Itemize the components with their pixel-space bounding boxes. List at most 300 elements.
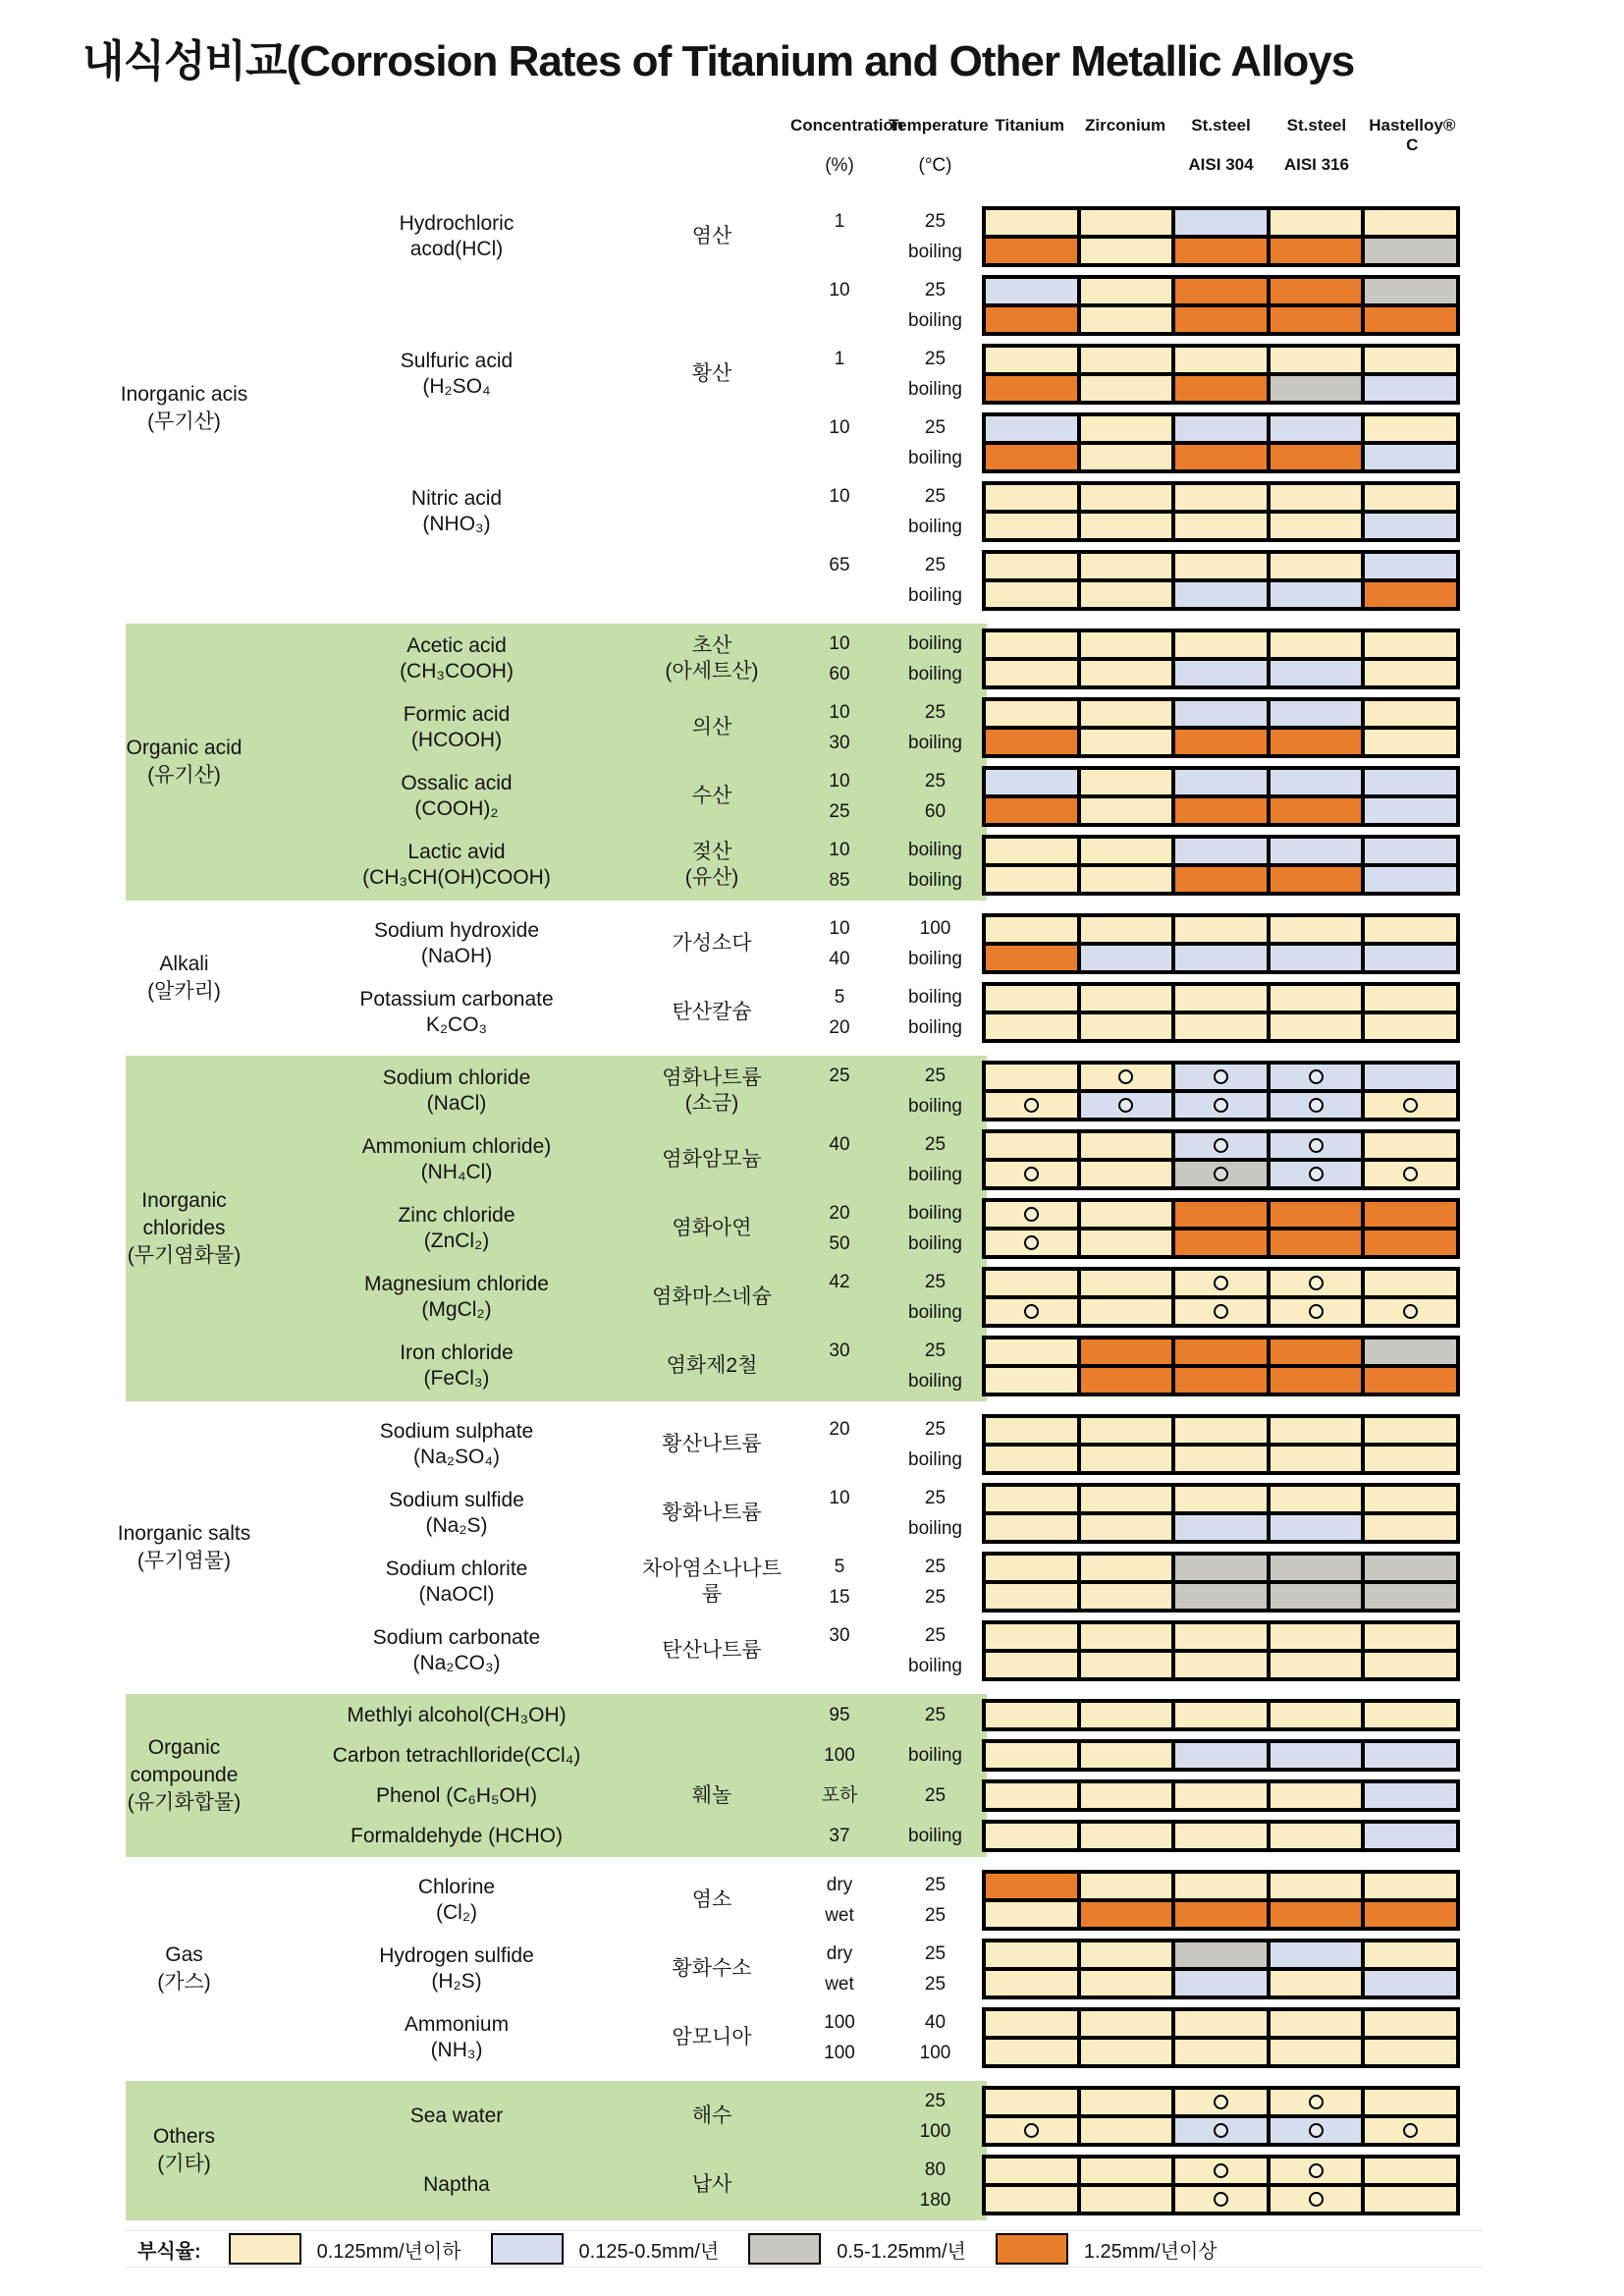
chemical-name-line: (FeCl₃) (423, 1367, 490, 1390)
corrosion-rate-cell (986, 1874, 1077, 1898)
chemical-3-1 (88, 1129, 1483, 1190)
chemical-name-line: (NaOCl) (418, 1583, 495, 1606)
corrosion-rate-cell (1365, 1368, 1456, 1393)
corrosion-rate-cell (1271, 839, 1362, 863)
chemical-name (280, 550, 633, 611)
corrosion-rate-cell (986, 701, 1077, 726)
concentration-value (790, 580, 889, 611)
corrosion-rate-cell (1365, 1743, 1456, 1768)
corrosion-rate-cell (1271, 1942, 1362, 1967)
corrosion-rate-cell (1175, 1299, 1267, 1324)
corrosion-rate-cell (1365, 1584, 1456, 1609)
concentration-values (790, 835, 889, 896)
chemical-4-3 (88, 1620, 1483, 1681)
temperature-values (889, 1779, 982, 1812)
corrosion-rate-cell (1365, 239, 1456, 263)
corrosion-rate-cell (1365, 1624, 1456, 1649)
corrosion-rate-cell (1271, 2040, 1362, 2064)
corrosion-rate-cell (1271, 1971, 1362, 1995)
concentration-value: 10 (829, 633, 850, 654)
temperature-value: 80 (924, 2159, 947, 2180)
chemical-name-line: (NH₄Cl) (420, 1161, 493, 1183)
chemical-3-0 (88, 1061, 1483, 1121)
corrosion-rate-cell (1081, 798, 1172, 823)
chemical-korean-name (633, 1552, 790, 1613)
category-label-line: (무기염화물) (127, 1244, 242, 1267)
concentration-value: 65 (829, 555, 850, 575)
temperature-value: boiling (908, 585, 962, 606)
header-aisi-row (982, 155, 1460, 175)
temperature-values (889, 275, 982, 336)
corrosion-rate-cell (1081, 2040, 1172, 2064)
temperature-value: 25 (924, 1625, 947, 1646)
corrosion-rate-cell (1271, 917, 1362, 942)
section-6 (88, 1865, 1483, 2073)
corrosion-rate-cell (1081, 632, 1172, 657)
corrosion-rate-cell (1365, 1653, 1456, 1677)
corrosion-rate-cell (1175, 1824, 1267, 1848)
temperature-values (889, 2007, 982, 2068)
corrosion-rate-grid (982, 550, 1460, 611)
corrosion-rate-cell (1175, 1065, 1267, 1089)
chemical-name-line: Sodium sulfide (389, 1489, 524, 1511)
table-row (88, 2086, 1483, 2147)
chemical-korean-line: 염화나트륨 (662, 1066, 762, 1089)
pitting-marker (1024, 1207, 1039, 1222)
temperature-value: 60 (924, 801, 947, 822)
corrosion-rate-cell (1081, 1743, 1172, 1768)
temperature-values (889, 344, 982, 405)
corrosion-rate-cell (1271, 1339, 1362, 1364)
chemical-korean-name (633, 1129, 790, 1190)
corrosion-rate-cell (986, 2118, 1077, 2143)
temperature-value: boiling (908, 840, 962, 860)
temperature-value: boiling (908, 633, 962, 654)
concentration-value: 95 (829, 1705, 850, 1725)
chemical-korean-line: 훼놀 (691, 1783, 732, 1807)
corrosion-rate-cell (1175, 1202, 1267, 1227)
chemical-name-line: (CH₃COOH) (400, 660, 514, 683)
chemical-5-0 (88, 1699, 1483, 1731)
category-column-spacer (88, 2007, 280, 2068)
pitting-marker (1309, 1304, 1324, 1319)
corrosion-rate-cell (986, 1093, 1077, 1118)
temperature-values (889, 1939, 982, 1999)
chemical-name-line: acod(HCl) (409, 238, 504, 260)
chemical-korean-line: 초산 (691, 634, 732, 657)
corrosion-rate-cell (1175, 2187, 1267, 2212)
corrosion-rate-cell (1175, 1515, 1267, 1540)
corrosion-rate-cell (1081, 582, 1172, 607)
concentration-value (790, 1091, 889, 1121)
corrosion-rate-cell (1175, 2118, 1267, 2143)
header-metal-zirconium: Zirconium (1085, 116, 1166, 135)
temperature-values (889, 1820, 982, 1852)
pitting-marker (1214, 1098, 1228, 1113)
corrosion-rate-cell (986, 485, 1077, 510)
temperature-values (889, 1870, 982, 1931)
corrosion-rate-cell (1365, 445, 1456, 469)
concentration-value: 100 (824, 2012, 855, 2033)
chemical-name (280, 1414, 633, 1475)
chemical-korean-name (633, 1198, 790, 1259)
corrosion-rate-cell (1081, 1014, 1172, 1039)
corrosion-rate-cell (1081, 661, 1172, 685)
chemical-korean-line: 의산 (691, 716, 732, 738)
temperature-value: boiling (908, 379, 962, 400)
chemical-name (280, 1483, 633, 1544)
chemical-name-line: (NHO₃) (422, 513, 491, 535)
temperature-value: boiling (908, 664, 962, 684)
temperature-value: 25 (924, 417, 947, 438)
concentration-value: 85 (829, 870, 850, 891)
chemical-name (280, 412, 633, 473)
table-row (88, 1820, 1483, 1852)
corrosion-rate-cell (986, 1271, 1077, 1295)
legend-item (229, 2233, 461, 2265)
concentration-values (790, 275, 889, 336)
chemical-5-2 (88, 1779, 1483, 1812)
corrosion-rate-cell (1365, 1271, 1456, 1295)
header-concentration-unit: (%) (825, 155, 854, 176)
corrosion-rate-cell (1081, 770, 1172, 794)
corrosion-rate-cell (1081, 445, 1172, 469)
corrosion-rate-grid (982, 275, 1460, 336)
corrosion-rate-cell (1271, 1874, 1362, 1898)
chemical-name-line: (HCOOH) (410, 729, 503, 751)
corrosion-rate-cell (1365, 770, 1456, 794)
chemical-korean-name (633, 697, 790, 758)
corrosion-rate-cell (1271, 1743, 1362, 1768)
pitting-marker (1214, 2123, 1228, 2138)
corrosion-rate-cell (986, 416, 1077, 441)
corrosion-rate-cell (1271, 1902, 1362, 1927)
pitting-marker (1403, 2123, 1418, 2138)
corrosion-rate-cell (1271, 632, 1362, 657)
chemical-name-line: Iron chloride (400, 1341, 514, 1364)
temperature-value: boiling (908, 1203, 962, 1224)
corrosion-rate-cell (1271, 1093, 1362, 1118)
corrosion-rate-cell (1175, 348, 1267, 372)
corrosion-rate-cell (1175, 210, 1267, 235)
corrosion-rate-cell (986, 307, 1077, 332)
corrosion-rate-cell (1365, 1556, 1456, 1580)
header-metal-columns (982, 116, 1460, 155)
table-row (88, 982, 1483, 1043)
chemical-0-1 (88, 344, 1483, 473)
chemical-0-2 (88, 481, 1483, 611)
pitting-marker (1214, 1167, 1228, 1181)
corrosion-rate-cell (986, 445, 1077, 469)
category-column-spacer (88, 1820, 280, 1852)
concentration-values (790, 206, 889, 267)
chemical-0-0 (88, 206, 1483, 336)
chemical-korean-name (633, 1267, 790, 1328)
concentration-values (790, 766, 889, 827)
corrosion-rate-cell (1271, 1584, 1362, 1609)
table-row (88, 206, 1483, 267)
category-column-spacer (88, 1414, 280, 1475)
temperature-value: 25 (924, 1974, 947, 1995)
corrosion-rate-grid (982, 344, 1460, 405)
corrosion-rate-cell (1365, 307, 1456, 332)
corrosion-rate-grid (982, 1198, 1460, 1259)
pitting-marker (1403, 1098, 1418, 1113)
chemical-korean-line: 염화암모늄 (662, 1148, 762, 1171)
chemical-korean-line: 염산 (691, 225, 732, 247)
corrosion-rate-cell (986, 376, 1077, 401)
temperature-value: 25 (924, 2091, 947, 2111)
legend-swatch-05-125 (748, 2233, 821, 2265)
table-row (88, 1552, 1483, 1613)
concentration-value (790, 1297, 889, 1328)
corrosion-rate-cell (1175, 2159, 1267, 2183)
corrosion-rate-cell (1175, 485, 1267, 510)
corrosion-rate-cell (1271, 1487, 1362, 1511)
corrosion-rate-cell (986, 1902, 1077, 1927)
concentration-value: 10 (829, 771, 850, 792)
category-label-line: chlorides (142, 1217, 226, 1239)
corrosion-rate-cell (1081, 2187, 1172, 2212)
corrosion-rate-cell (986, 1515, 1077, 1540)
chemical-name-line: Carbon tetrachlloride(CCl₄) (332, 1743, 581, 1767)
concentration-value: dry (826, 1943, 853, 1964)
corrosion-rate-cell (1365, 1971, 1456, 1995)
corrosion-rate-cell (986, 770, 1077, 794)
corrosion-rate-cell (1081, 1902, 1172, 1927)
corrosion-rate-cell (1081, 554, 1172, 578)
corrosion-rate-cell (1365, 1014, 1456, 1039)
header-metal-hastelloy: Hastelloy® C (1369, 116, 1456, 154)
corrosion-rate-grid (982, 629, 1460, 689)
chemical-name (280, 2007, 633, 2068)
pitting-marker (1024, 1304, 1039, 1319)
corrosion-rate-cell (1365, 1162, 1456, 1186)
chemical-korean-line: 염소 (691, 1888, 732, 1911)
chemical-name-line: K₂CO₃ (425, 1013, 488, 1036)
header-spacer (1077, 155, 1172, 175)
chemical-korean-name (633, 1870, 790, 1931)
chemical-1-1 (88, 697, 1483, 758)
category-label-line: (알카리) (147, 980, 221, 1003)
chemical-korean-line: 염화마스네슘 (652, 1285, 772, 1308)
corrosion-rate-cell (1271, 1824, 1362, 1848)
concentration-value (790, 305, 889, 336)
corrosion-rate-cell (1365, 1874, 1456, 1898)
corrosion-rate-cell (1271, 210, 1362, 235)
temperature-value: 25 (924, 771, 947, 792)
corrosion-rate-cell (1271, 485, 1362, 510)
chemical-korean-line: 염화아연 (672, 1217, 752, 1239)
category-label (88, 381, 280, 436)
corrosion-rate-cell (1365, 2187, 1456, 2212)
corrosion-rate-cell (986, 632, 1077, 657)
temperature-value: boiling (908, 733, 962, 753)
concentration-value: 10 (829, 280, 850, 301)
temperature-value: 25 (924, 1943, 947, 1964)
concentration-value: 40 (829, 949, 850, 969)
corrosion-rate-cell (1365, 1703, 1456, 1727)
header-spacer (1365, 155, 1460, 175)
corrosion-rate-cell (1271, 1556, 1362, 1580)
corrosion-rate-cell (1271, 867, 1362, 892)
chemical-korean-line: 암모니아 (672, 2026, 752, 2049)
corrosion-rate-cell (1365, 1418, 1456, 1443)
section-1 (88, 624, 1483, 901)
corrosion-rate-grid (982, 1336, 1460, 1396)
chemical-1-0 (88, 629, 1483, 689)
category-column-spacer (88, 1267, 280, 1328)
chemical-korean-line: 황산 (691, 362, 732, 385)
corrosion-rate-cell (1365, 2118, 1456, 2143)
temperature-value: 25 (924, 702, 947, 723)
pitting-marker (1024, 1167, 1039, 1181)
category-label (88, 1187, 280, 1270)
corrosion-rate-cell (1081, 1447, 1172, 1471)
chemical-name-line: Zinc chloride (398, 1204, 515, 1227)
table-row (88, 1739, 1483, 1772)
corrosion-rate-cell (986, 1418, 1077, 1443)
temperature-values (889, 1414, 982, 1475)
concentration-value (790, 2155, 889, 2185)
temperature-value: 25 (924, 1875, 947, 1895)
corrosion-rate-cell (1175, 1418, 1267, 1443)
temperature-value: 25 (924, 1705, 947, 1725)
corrosion-rate-cell (1175, 839, 1267, 863)
table-row (88, 1336, 1483, 1396)
chemical-korean-name (633, 550, 790, 611)
concentration-value: 30 (829, 1625, 850, 1646)
header-concentration: Concentration (790, 116, 904, 135)
corrosion-rate-cell (986, 1971, 1077, 1995)
category-label (88, 1941, 280, 1996)
table-row (88, 344, 1483, 405)
chemical-korean-name (633, 913, 790, 974)
pitting-marker (1403, 1304, 1418, 1319)
corrosion-rate-cell (1271, 661, 1362, 685)
chemical-korean-name (633, 2007, 790, 2068)
corrosion-rate-cell (986, 348, 1077, 372)
temperature-value: 25 (924, 555, 947, 575)
temperature-values (889, 1336, 982, 1396)
concentration-value: 포하 (821, 1785, 858, 1806)
concentration-values (790, 1939, 889, 1999)
chemical-name-line: Sodium hydroxide (373, 919, 540, 942)
concentration-values (790, 629, 889, 689)
chemical-korean-name (633, 835, 790, 896)
chemical-name (280, 1552, 633, 1613)
concentration-values (790, 1870, 889, 1931)
category-label-line: (무기산) (147, 410, 221, 433)
concentration-values (790, 2086, 889, 2147)
temperature-values (889, 1699, 982, 1731)
header-aisi-316: AISI 316 (1283, 155, 1349, 174)
corrosion-rate-cell (986, 1133, 1077, 1158)
chemical-7-1 (88, 2155, 1483, 2215)
temperature-value: boiling (908, 242, 962, 262)
corrosion-rate-cell (1175, 1874, 1267, 1898)
concentration-values (790, 913, 889, 974)
chemical-korean-line: 염화제2철 (666, 1354, 758, 1377)
category-label-line: (가스) (157, 1971, 211, 1994)
concentration-value: 25 (829, 801, 850, 822)
corrosion-rate-cell (1175, 307, 1267, 332)
corrosion-rate-grid (982, 2155, 1460, 2215)
concentration-value: 10 (829, 918, 850, 939)
chemical-name (280, 1870, 633, 1931)
corrosion-rate-cell (1175, 239, 1267, 263)
corrosion-rate-cell (1081, 917, 1172, 942)
chemical-name-line: (Na₂CO₃) (412, 1652, 501, 1674)
chemical-name (280, 1061, 633, 1121)
concentration-value (790, 2185, 889, 2215)
temperature-values (889, 481, 982, 542)
temperature-values (889, 697, 982, 758)
temperature-value: 180 (919, 2190, 951, 2211)
corrosion-rate-cell (986, 1624, 1077, 1649)
corrosion-rate-cell (1175, 1703, 1267, 1727)
category-label-line: (유기산) (147, 764, 221, 787)
corrosion-rate-cell (1365, 376, 1456, 401)
category-label (88, 1520, 280, 1575)
temperature-values (889, 835, 982, 896)
corrosion-rate-grid (982, 913, 1460, 974)
temperature-value: 25 (924, 1557, 947, 1577)
corrosion-rate-cell (986, 839, 1077, 863)
corrosion-rate-cell (1175, 770, 1267, 794)
corrosion-rate-cell (1081, 210, 1172, 235)
category-column-spacer (88, 1620, 280, 1681)
pitting-marker (1118, 1069, 1133, 1084)
chemical-korean-name (633, 206, 790, 267)
temperature-values (889, 982, 982, 1043)
corrosion-rate-cell (1175, 1971, 1267, 1995)
corrosion-rate-cell (1081, 1202, 1172, 1227)
temperature-values (889, 1267, 982, 1328)
table-body (88, 201, 1483, 2268)
table-row (88, 2155, 1483, 2215)
corrosion-rate-cell (1271, 1065, 1362, 1089)
chemical-name (280, 2155, 633, 2215)
chemical-name-line: Formaldehyde (HCHO) (351, 1824, 563, 1847)
concentration-value: wet (825, 1905, 854, 1926)
corrosion-rate-cell (1271, 279, 1362, 303)
chemical-korean-line: (유산) (684, 866, 739, 889)
pitting-marker (1214, 2192, 1228, 2207)
temperature-values (889, 1739, 982, 1772)
temperature-value: boiling (908, 1745, 962, 1766)
concentration-values (790, 550, 889, 611)
chemical-korean-name (633, 481, 790, 542)
table-row (88, 1699, 1483, 1731)
corrosion-rate-cell (1081, 1971, 1172, 1995)
table-row (88, 913, 1483, 974)
corrosion-rate-cell (1175, 946, 1267, 970)
corrosion-rate-cell (1081, 416, 1172, 441)
concentration-value (790, 443, 889, 473)
chemical-name-line: Hydrogen sulfide (379, 1944, 534, 1967)
concentration-values (790, 1336, 889, 1396)
corrosion-rate-cell (1365, 917, 1456, 942)
corrosion-rate-cell (986, 279, 1077, 303)
corrosion-rate-cell (1081, 1418, 1172, 1443)
temperature-value: 25 (924, 1419, 947, 1440)
category-column-spacer (88, 206, 280, 267)
corrosion-rate-cell (1081, 2011, 1172, 2036)
corrosion-rate-cell (1081, 1703, 1172, 1727)
chemical-name-line: (H₂S) (431, 1970, 482, 1993)
chemical-korean-name (633, 1820, 790, 1852)
